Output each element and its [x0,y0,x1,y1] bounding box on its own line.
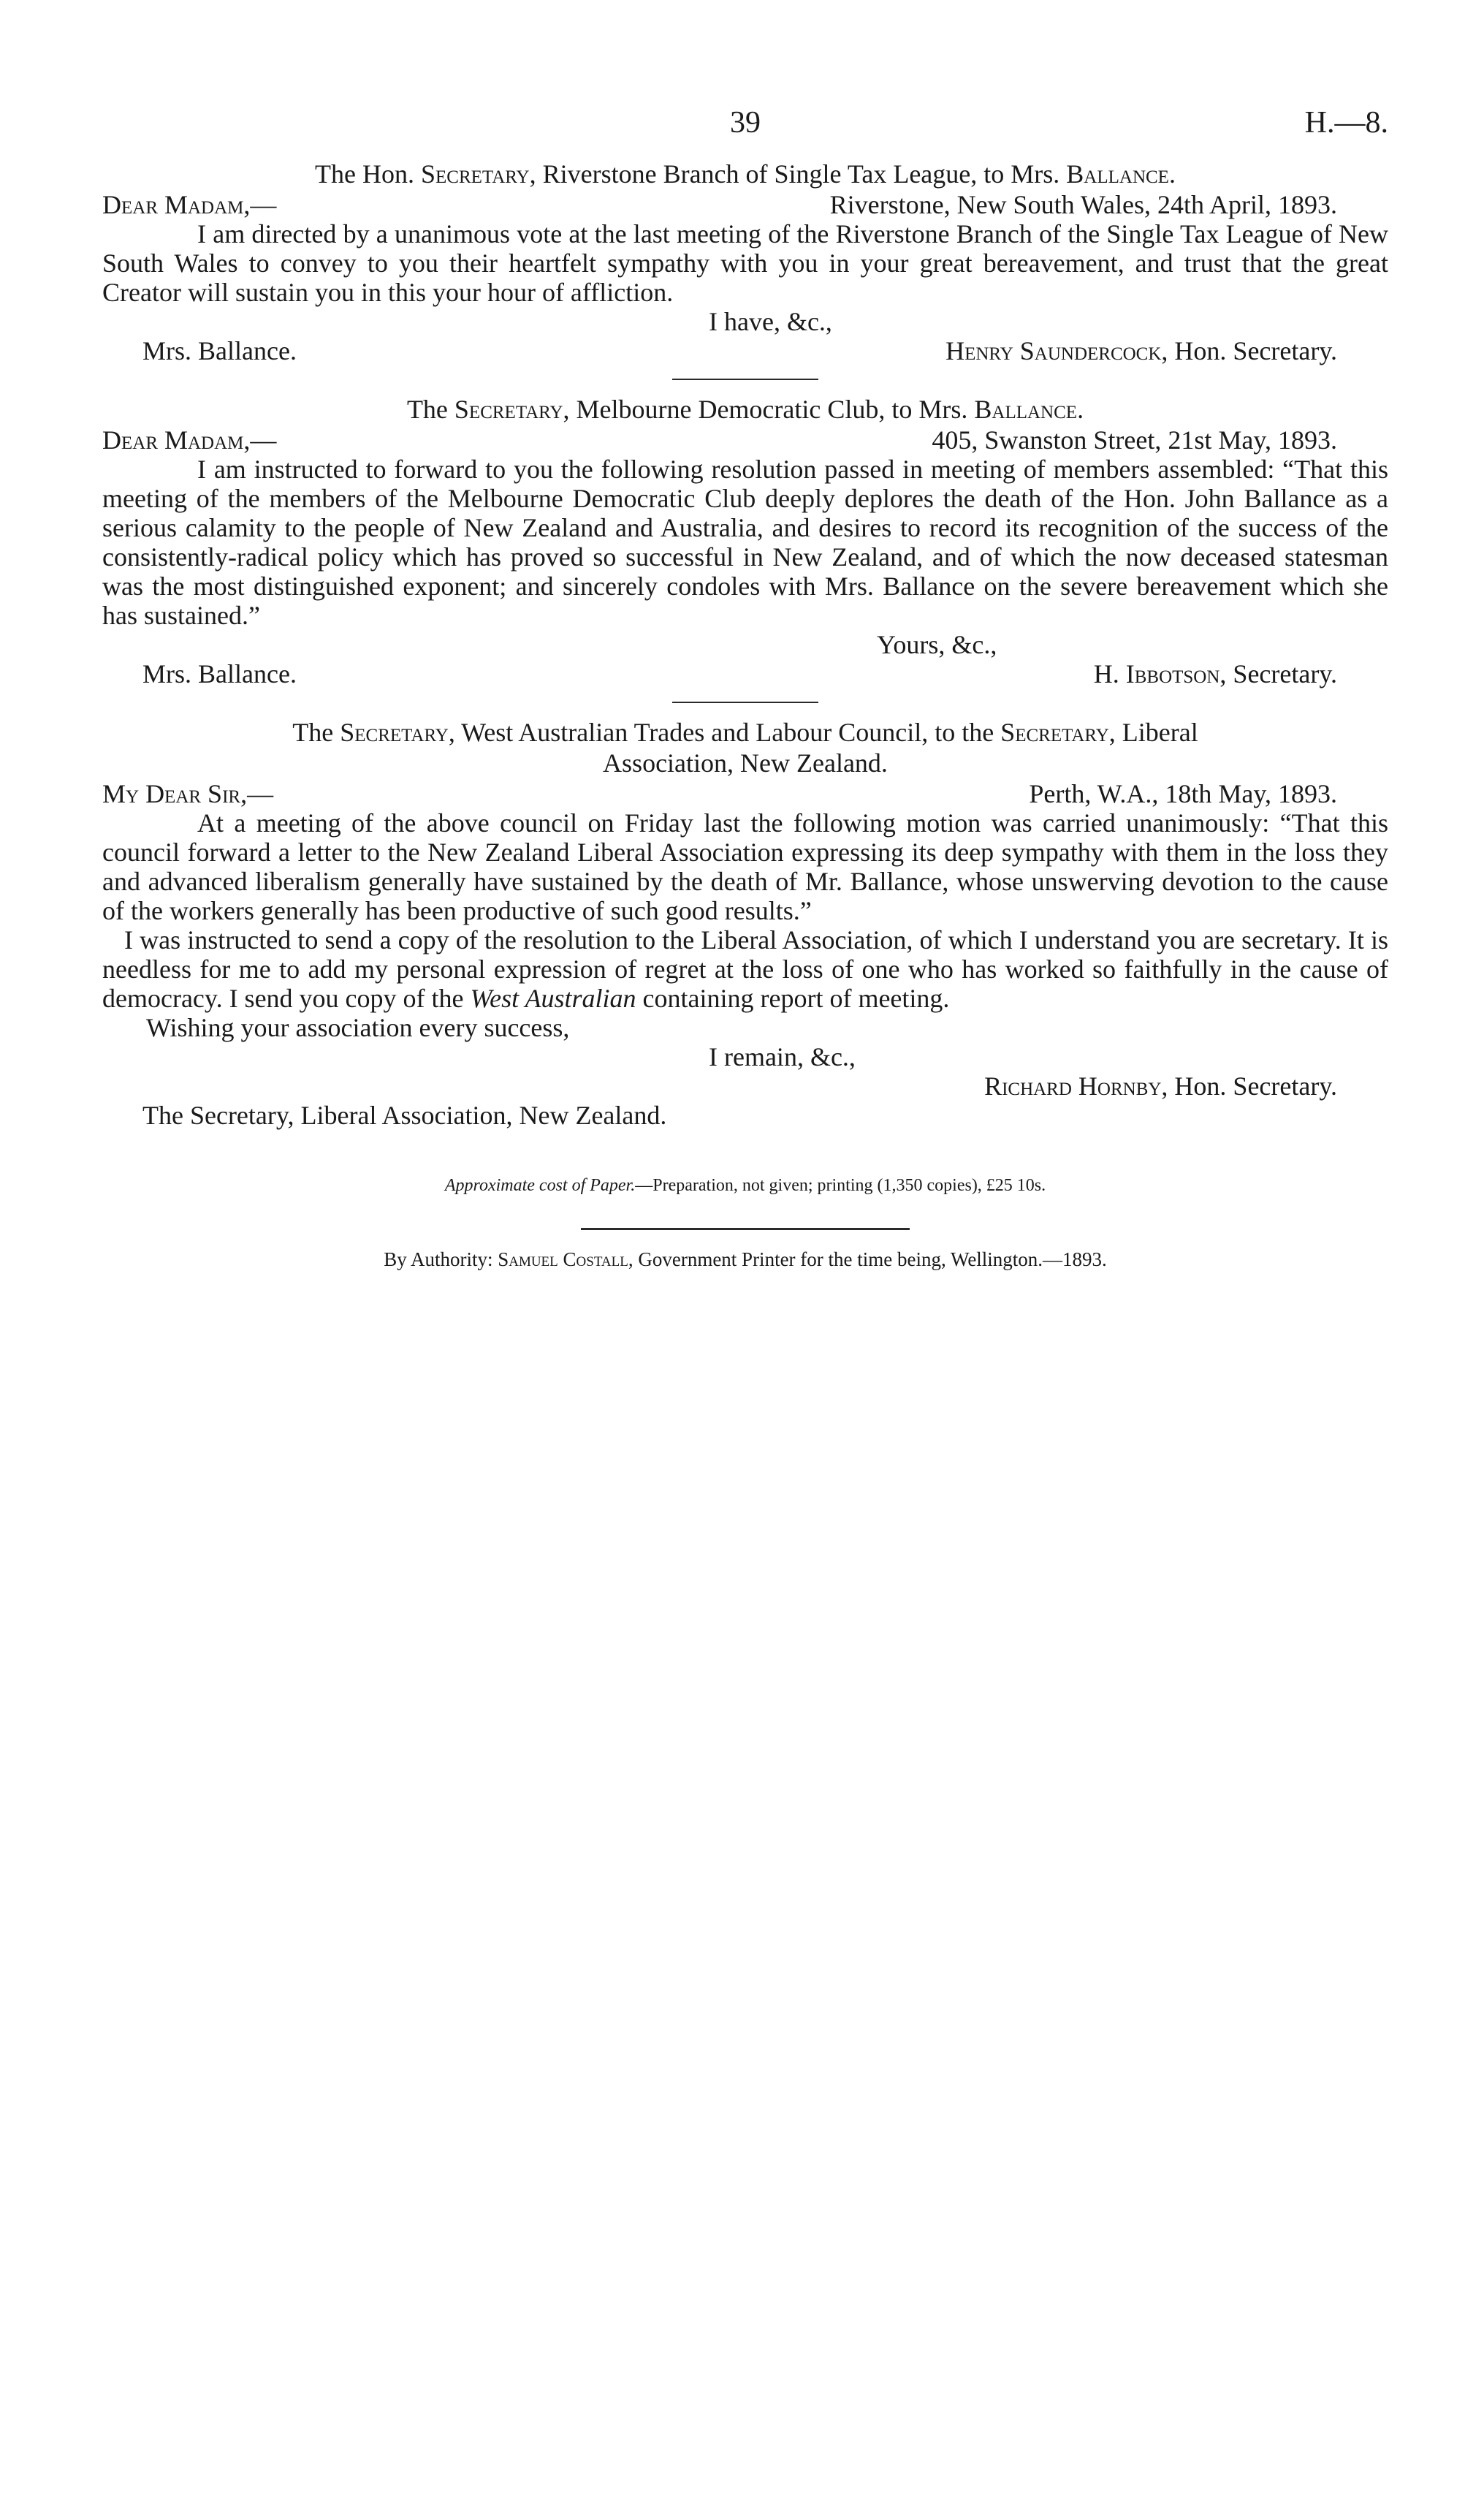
page-header [102,108,1388,159]
letter-body: I am instructed to forward to you the following resolution passed in meeting of members assembled: “That this meeting of the members of the Melbourne Democratic Club deeply deplores the death of the Hon. John Ballance as a serious calamity to the people of New Zealand and Australia, and desires to record its recognition of the success of the consistently-radical policy which has proved so successful in New Zealand, and of which the now deceased statesman was the most distinguished exponent; and sincerely condoles with Mrs. Ballance on the severe bereavement which she has sustained.” [102,455,1388,630]
footer-divider [581,1228,910,1230]
section-divider [672,379,818,380]
signature: Henry Saundercock, Hon. Secretary. [945,336,1337,365]
signature: H. Ibbotson, Secretary. [1093,659,1337,688]
letter-heading: The Secretary, Melbourne Democratic Club, to Mrs. Ballance. [406,395,1084,424]
letter-body-continued: I was instructed to send a copy of the resolution to the Liberal Association, of which I understand you are secretary. It is needless for me to add my personal expression of regret at the loss of one who has worked so faithfully in the cause of democracy. I send you copy of the West Australian containing report of meeting. [102,925,1388,1013]
salutation-row [102,779,1388,808]
salutation-row [102,190,1388,219]
closing: I have, &c., [709,307,832,336]
signature: Richard Hornby, Hon. Secretary. [984,1071,1337,1101]
page-number: 39 [730,106,761,140]
cost-note: Approximate cost of Paper.—Preparation, not given; printing (1,350 copies), £25 10s. [444,1176,1046,1195]
closing: Yours, &c., [877,630,997,659]
salutation-row [102,425,1388,455]
addressee: The Secretary, Liberal Association, New Zealand. [142,1101,667,1130]
document-reference: H.—8. [1304,106,1388,140]
letter-heading: The Hon. Secretary, Riverstone Branch of Single Tax League, to Mrs. Ballance. [315,159,1176,189]
letter-heading: The Secretary, West Australian Trades and Labour Council, to the Secretary, Liberal [292,718,1198,747]
addressee: Mrs. Ballance. [142,659,297,688]
letter-body: I am directed by a unanimous vote at the last meeting of the Riverstone Branch of the Single Tax League of New South Wales to convey to you their heartfelt sympathy with you in your great bereavement, and trust that the great Creator will sustain you in this your hour of affliction. [102,219,1388,307]
letter-perth [102,718,1388,1130]
signature-row [102,659,1388,688]
salutation: Dear Madam,— [102,190,277,219]
section-divider [672,702,818,703]
closing: I remain, &c., [709,1042,856,1071]
salutation: My Dear Sir,— [102,779,274,808]
addressee: Mrs. Ballance. [142,336,297,365]
letter-body: At a meeting of the above council on Friday last the following motion was carried unanimously: “That this council forward a letter to the New Zealand Liberal Association expressing its deep sympathy with them in the loss they and advanced liberalism generally have sustained by the death of Mr. Ballance, whose unswerving devotion to the cause of the workers generally has been productive of such good results.” [102,808,1388,925]
printer-imprint: By Authority: Samuel Costall, Government Printer for the time being, Wellington.—1893. [384,1248,1107,1270]
signature-row [102,336,1388,365]
place-date: Riverstone, New South Wales, 24th April, 1893. [829,190,1337,219]
place-date: Perth, W.A., 18th May, 1893. [1029,779,1337,808]
page-content [102,108,1388,1274]
letter-melbourne [102,395,1388,688]
letter-riverstone [102,159,1388,365]
salutation: Dear Madam,— [102,425,277,455]
letter-heading-line2: Association, New Zealand. [603,748,888,778]
wishing-line: Wishing your association every success, [146,1013,570,1042]
place-date: 405, Swanston Street, 21st May, 1893. [932,425,1337,455]
